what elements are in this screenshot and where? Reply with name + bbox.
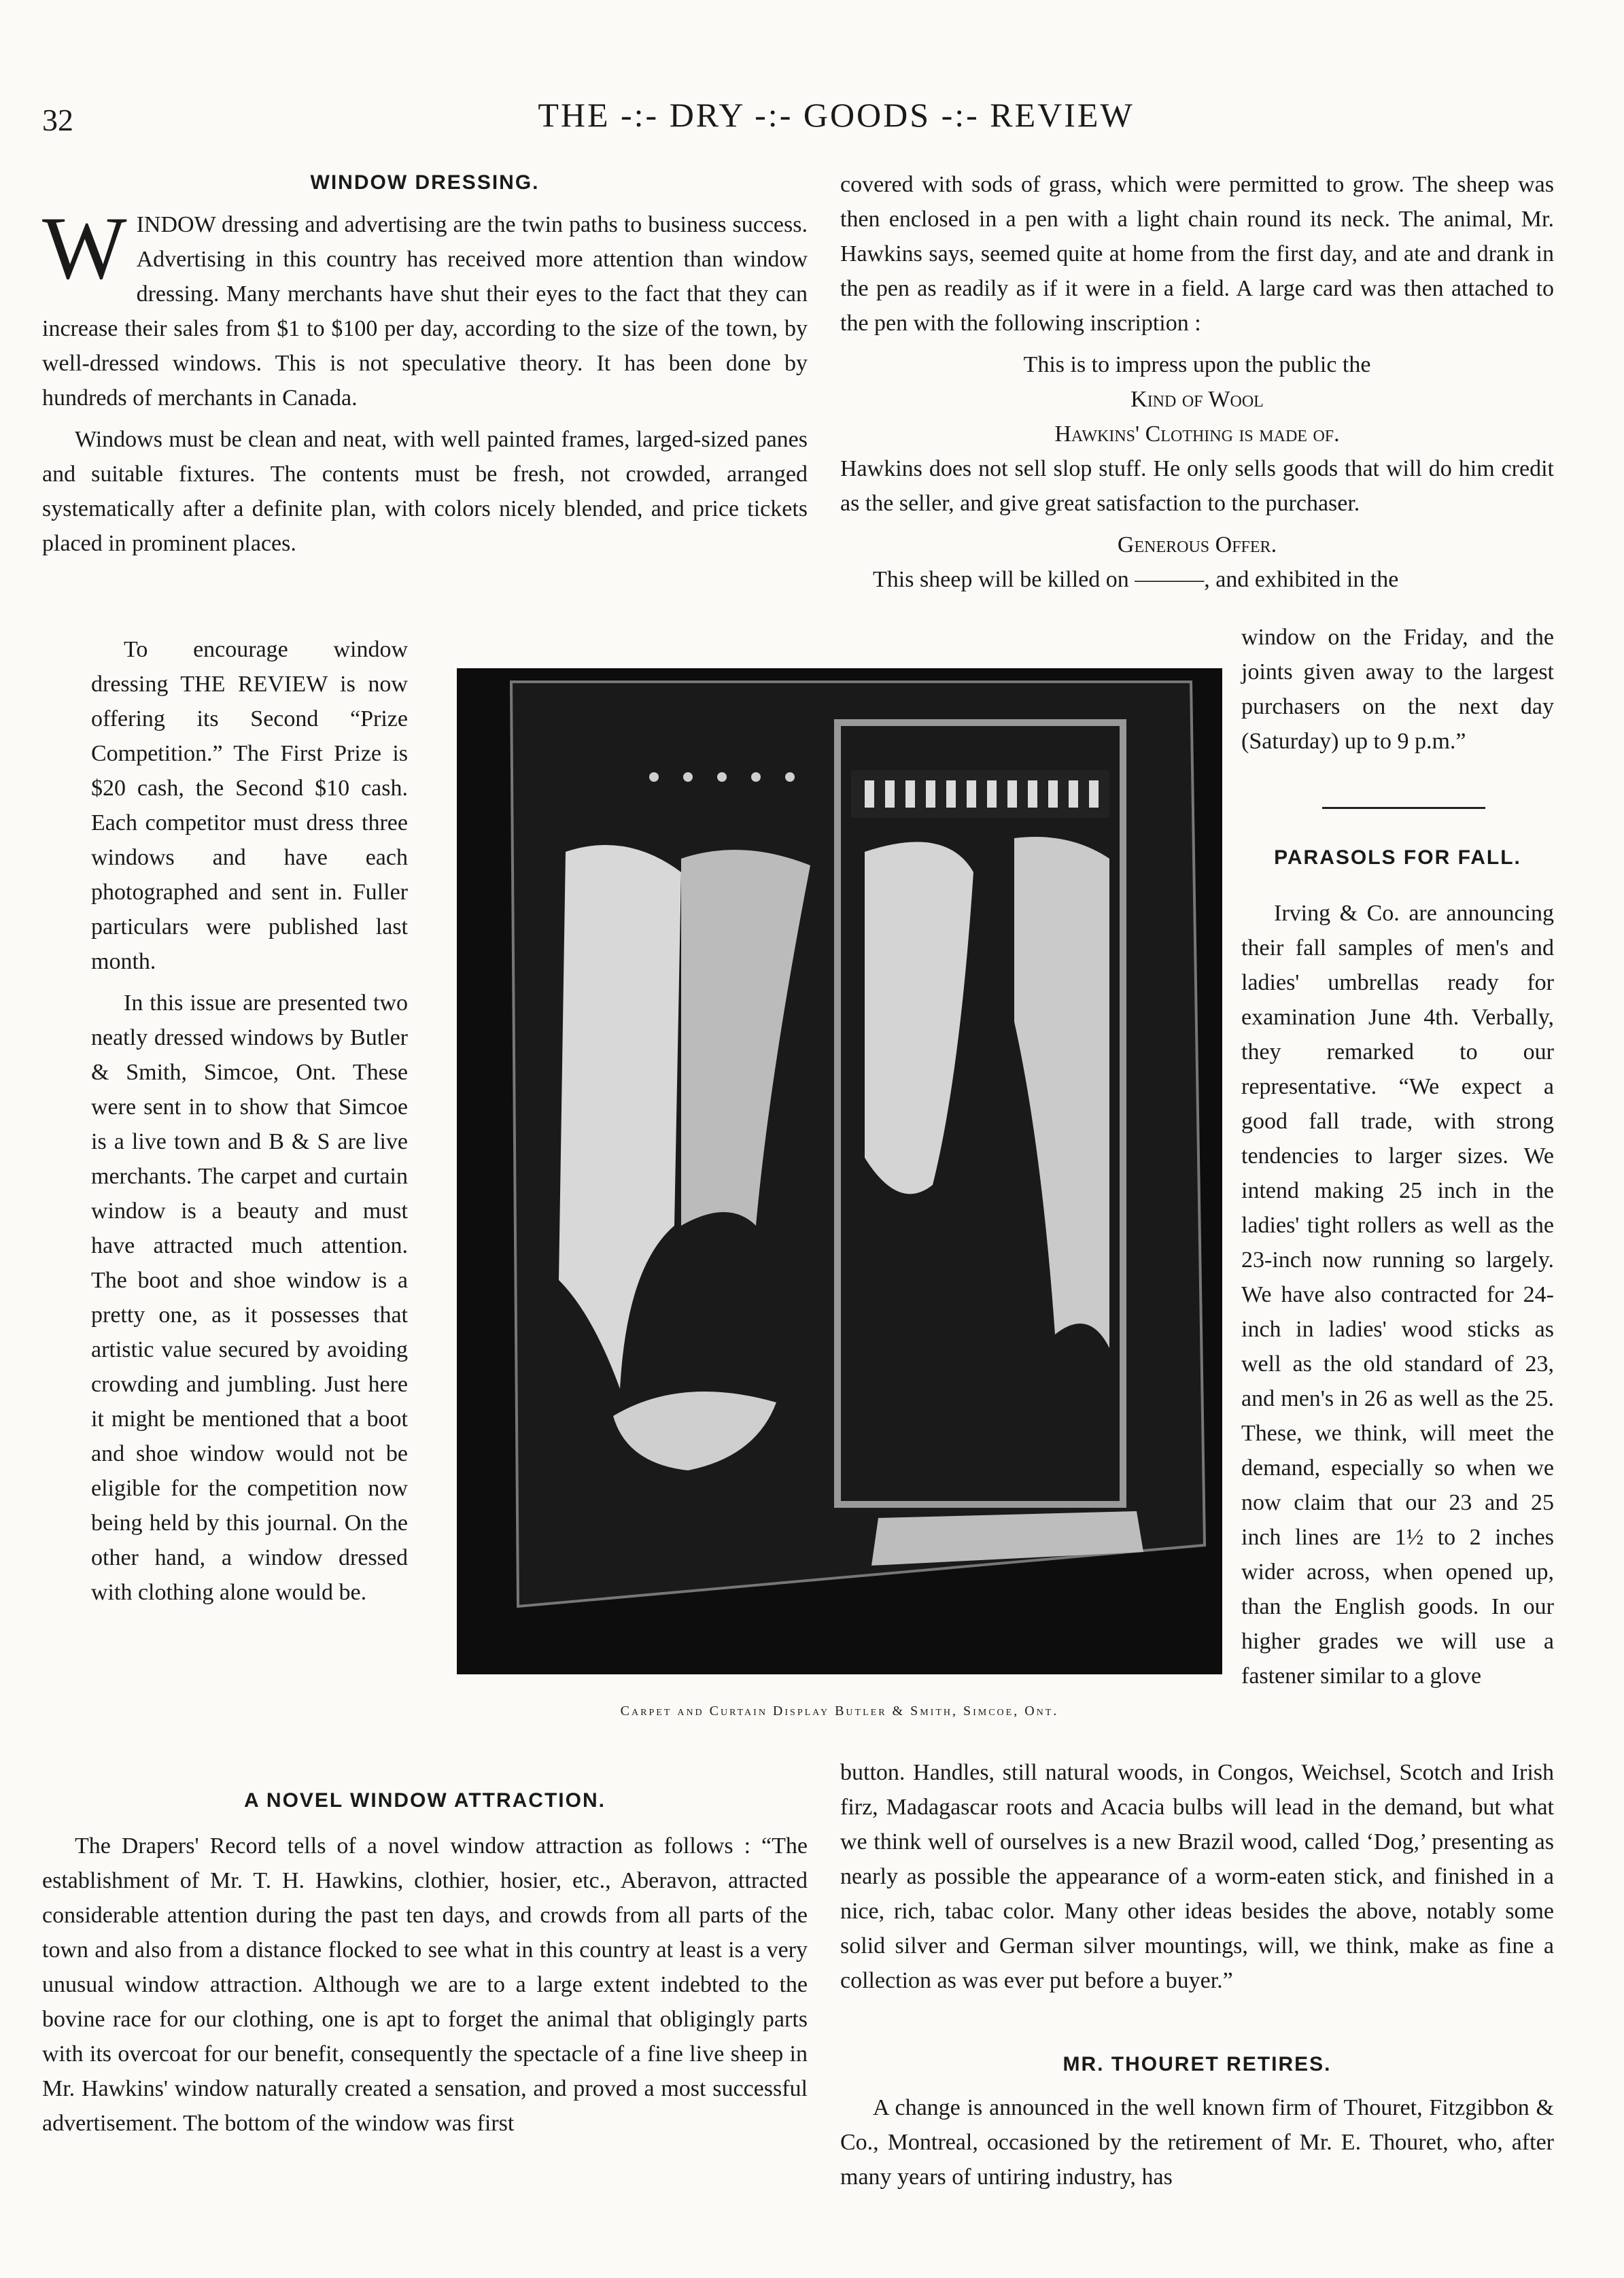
window-dressing-paragraph-4: In this issue are presented two neatly dressed windows by Butler & Smith, Simcoe, Ont. These were sent in to show that Simcoe is a live town and B & S are live merchants. The carpet and curtain window is a beauty and must have attracted much attention. The boot and shoe window is a pretty one, as it possesses that artistic value secured by avoiding crowding and jumbling. Just here it might be mentioned that a boot and shoe window would not be eligible for the competition now being held by this journal. On the other hand, a window dressed with clothing alone would be. [91, 990, 408, 1605]
novel-attraction-heading: A NOVEL WINDOW ATTRACTION. [244, 1789, 606, 1812]
novel-attraction-paragraph-2: covered with sods of grass, which were permitted to grow. The sheep was then enclosed in a pen with a light chain round its neck. The animal, Mr. Hawkins says, seemed quite at home from the first day, and ate and drank in the pen as readily as if it were in a field. A large card was then attached to the pen with the following inscription : [840, 172, 1554, 336]
window-dressing-paragraph-2: Windows must be clean and neat, with well painted frames, larged-sized panes and suitable fixtures. The contents must be fresh, not crowded, arranged systematically after a definite plan, with colors nicely blended, and price tickets placed in prominent places. [42, 427, 808, 556]
parasols-paragraph-2: button. Handles, still natural woods, in Congos, Weichsel, Scotch and Irish firz, Madagascar roots and Acacia bulbs will lead in the demand, but what we think well of ourselves is a new Brazil wood, called ‘Dog,’ presenting as nearly as possible the appearance of a worm-eaten stick, and finished in a nice, rich, tabac color. Many other ideas besides the above, notably some solid silver and German silver mountings, will, we think, make as fine a collection as was ever put before a buyer.” [840, 1760, 1554, 1993]
window-dressing-heading: WINDOW DRESSING. [310, 171, 540, 194]
photo-caption: Carpet and Curtain Display Butler & Smith, Simcoe, Ont. [620, 1704, 1059, 1719]
section-divider [1322, 807, 1485, 809]
masthead-title: THE -:- DRY -:- GOODS -:- REVIEW [538, 96, 1135, 134]
novel-attraction-paragraph-3: Hawkins does not sell slop stuff. He only sells goods that will do him credit as the seller, and give great satisfaction to the purchaser. [840, 456, 1554, 516]
window-dressing-paragraph-1 [42, 198, 808, 415]
parasols-paragraph-1: Irving & Co. are announcing their fall samples of men's and ladies' umbrellas ready for examination June 4th. Verbally, they remarked to our representative. “We expect a good fall trade, with strong tendencies to larger sizes. We intend making 25 inch in the ladies' tight rollers as well as the 23-inch now running so largely. We have also contracted for 24-inch in ladies' wood sticks as well as the old standard of 23, and men's in 26 as well as the 25. These, we think, will meet the demand, especially so when we now claim that our 23 and 25 inch lines are 1½ to 2 inches wider across, when opened up, than the English goods. In our higher grades we will use a fastener similar to a glove [1241, 901, 1554, 1689]
window-dressing-paragraph-1-text: INDOW dressing and advertising are the twin paths to business success. Advertising in this country has received more attention than window dressing. Many merchants have shut their eyes to the fact that they can increase their sales from $1 to $100 per day, according to the size of the town, by well-dressed windows. This is not speculative theory. It has been done by hundreds of merchants in Canada. [42, 212, 808, 411]
inscription-line-2: Kind of Wool [1130, 387, 1264, 412]
novel-attraction-section [42, 1829, 808, 2147]
window-dressing-narrow-column [91, 632, 408, 1617]
parasols-narrow-column [1241, 896, 1554, 1700]
novel-attraction-continuation [840, 167, 1554, 597]
thouret-paragraph-1: A change is announced in the well known firm of Thouret, Fitzgibbon & Co., Montreal, occasioned by the retirement of Mr. E. Thouret, who, after many years of untiring industry, has [840, 2095, 1554, 2190]
page-number: 32 [42, 103, 73, 137]
window-dressing-intro [42, 198, 808, 568]
novel-attraction-paragraph-1: The Drapers' Record tells of a novel window attraction as follows : “The establishment of Mr. T. H. Hawkins, clothier, hosier, etc., Aberavon, attracted considerable attention during the past ten days, and crowds from all parts of the town and also from a distance flocked to see what in this country at least is a very unusual window attraction. Although we are to a large extent indebted to the bovine race for our clothing, one is apt to forget the animal that obligingly parts with its overcoat for our benefit, consequently the spectacle of a fine live sheep in Mr. Hawkins' window naturally created a sensation, and proved a most successful advertisement. The bottom of the window was first [42, 1833, 808, 2136]
novel-attraction-narrow [1241, 620, 1554, 765]
inscription-line-1: This is to impress upon the public the [1023, 352, 1371, 377]
window-dressing-paragraph-3: To encourage window dressing THE REVIEW is now offering its Second “Prize Competition.” The First Prize is $20 cash, the Second $10 cash. Each competitor must dress three windows and have each photographed and sent in. Fuller particulars were published last month. [91, 637, 408, 974]
novel-attraction-paragraph-4b: window on the Friday, and the joints given away to the largest purchasers on the next day (Saturday) up to 9 p.m.” [1241, 625, 1554, 754]
parasols-heading: PARASOLS FOR FALL. [1274, 846, 1521, 869]
inscription-line-3: Hawkins' Clothing is made of. [1054, 421, 1340, 447]
thouret-section [840, 2090, 1554, 2201]
novel-attraction-paragraph-4a: This sheep will be killed on ———, and exhibited in the [873, 567, 1399, 592]
drop-cap: W [42, 198, 127, 298]
carpet-curtain-photo [457, 668, 1222, 1674]
generous-offer-heading: Generous Offer. [1117, 532, 1277, 557]
parasols-continuation [840, 1755, 1554, 2005]
window-display-illustration [457, 668, 1222, 1674]
thouret-heading: MR. THOURET RETIRES. [1062, 2053, 1332, 2075]
